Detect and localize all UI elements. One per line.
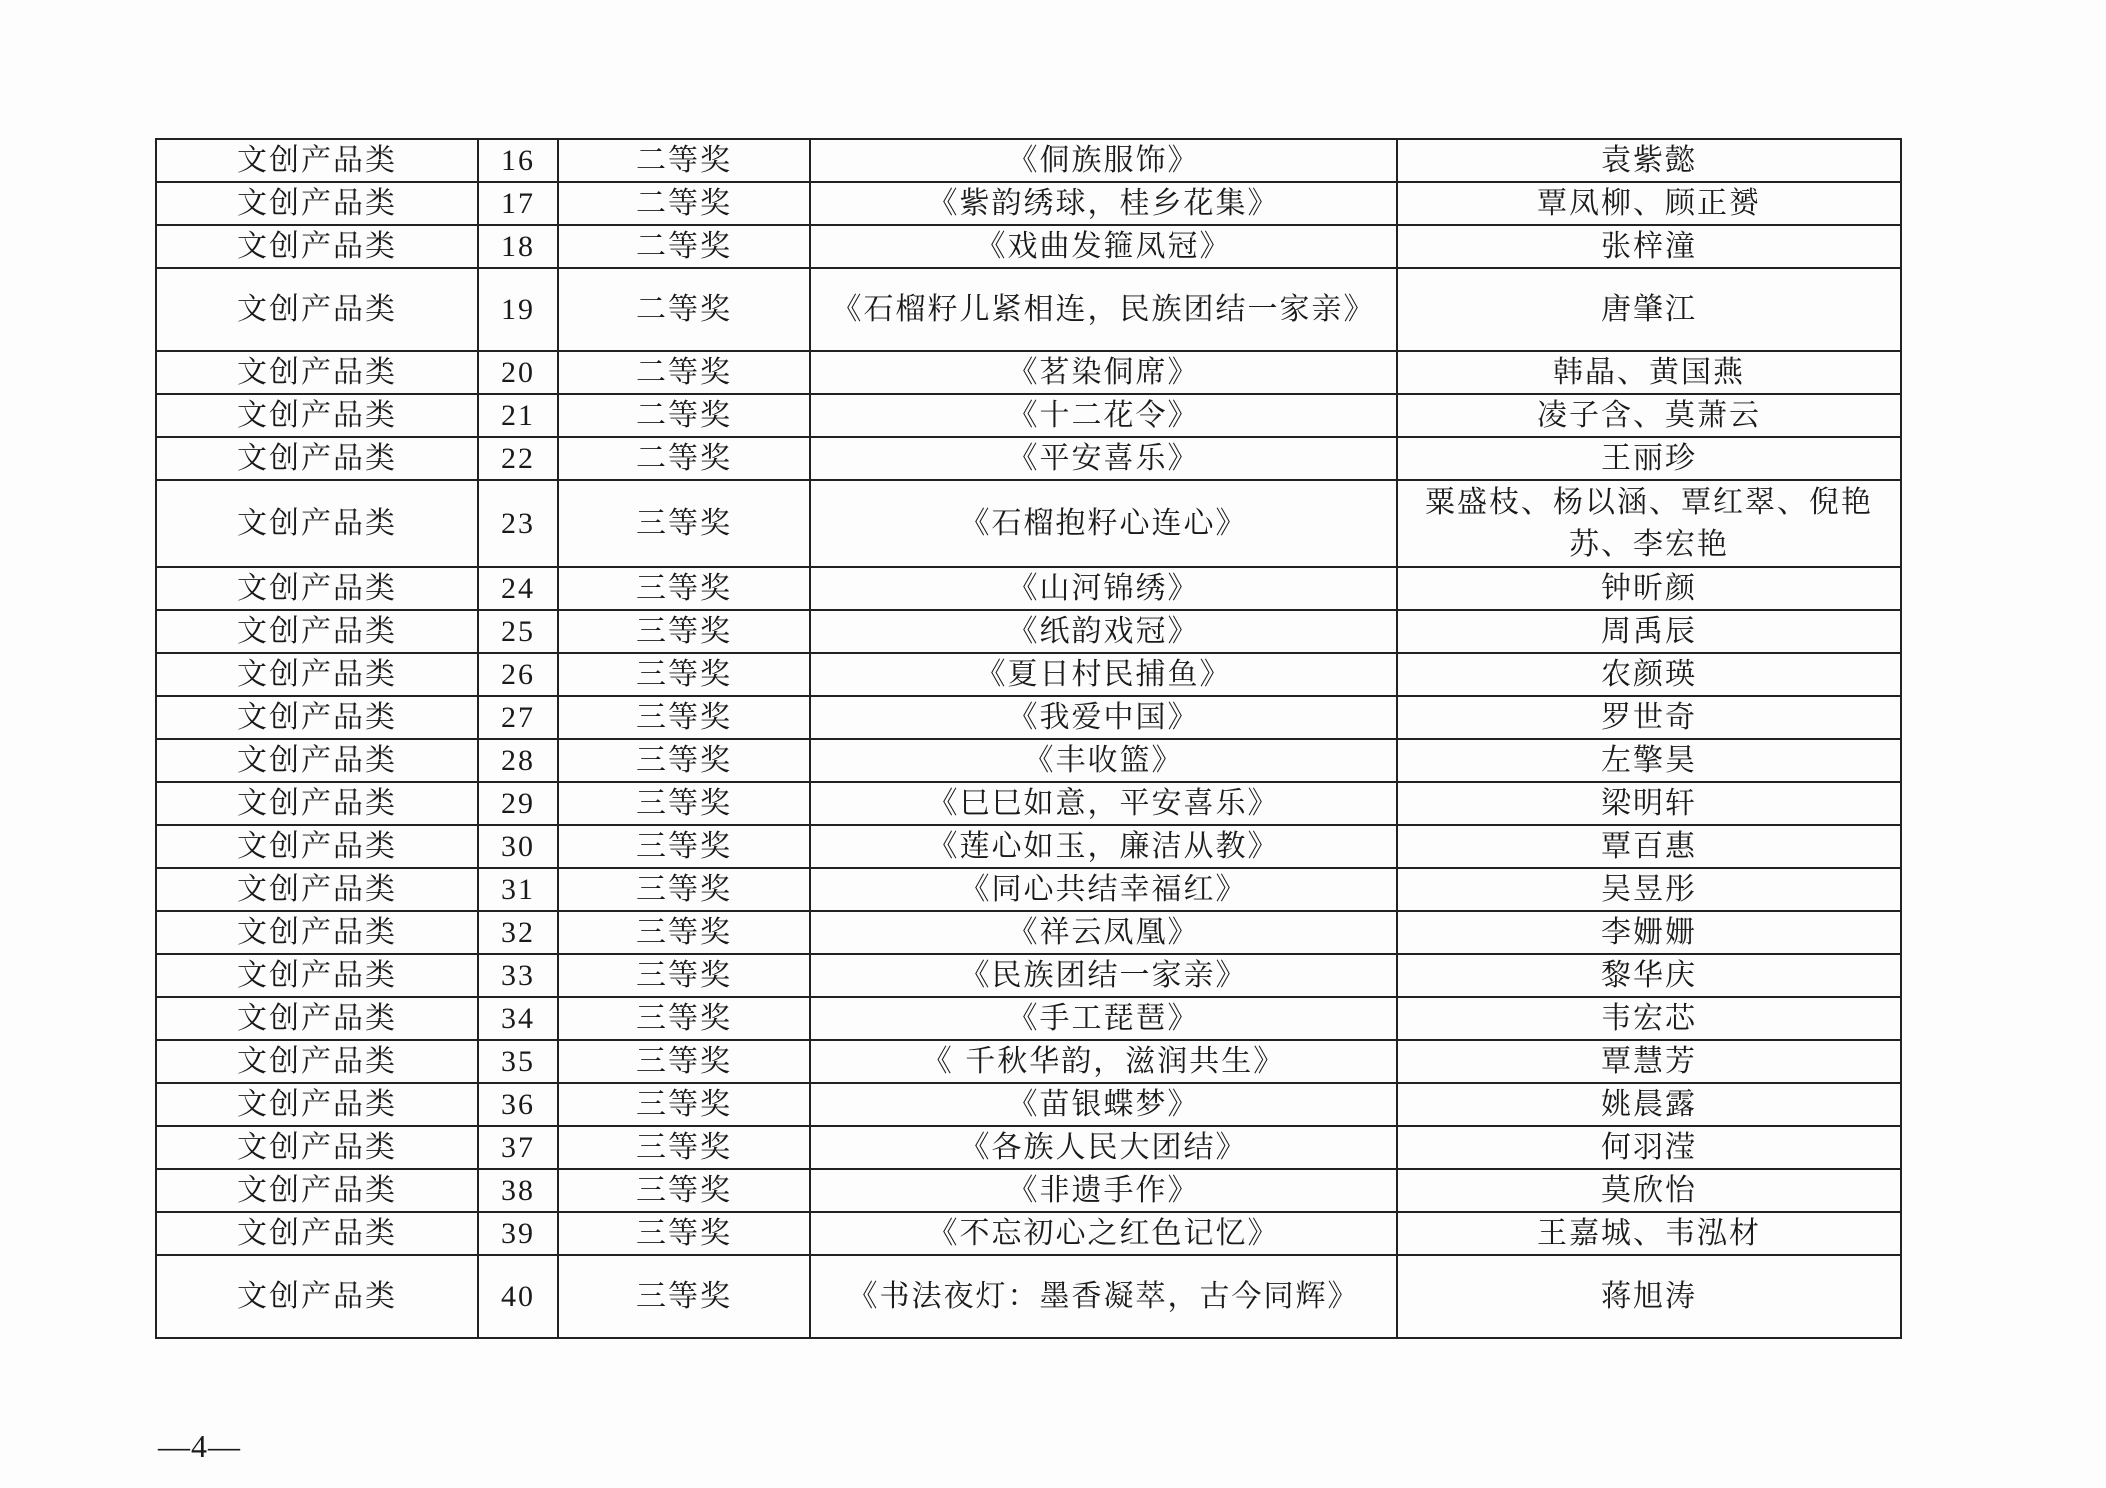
title-cell: 《民族团结一家亲》: [810, 954, 1397, 997]
table-row: [156, 1169, 1901, 1212]
table-row: [156, 139, 1901, 182]
table-row: [156, 1255, 1901, 1338]
author-cell: 何羽滢: [1397, 1126, 1901, 1169]
number-cell: 29: [478, 782, 558, 825]
category-cell: 文创产品类: [156, 868, 478, 911]
award-cell: 三等奖: [558, 1040, 810, 1083]
title-cell: 《山河锦绣》: [810, 567, 1397, 610]
table-row: [156, 351, 1901, 394]
number-cell: 40: [478, 1255, 558, 1338]
category-cell: 文创产品类: [156, 480, 478, 567]
awards-table: [155, 138, 1902, 1339]
author-cell: 钟昕颜: [1397, 567, 1901, 610]
title-cell: 《非遗手作》: [810, 1169, 1397, 1212]
award-cell: 三等奖: [558, 696, 810, 739]
category-cell: 文创产品类: [156, 997, 478, 1040]
number-cell: 22: [478, 437, 558, 480]
award-cell: 三等奖: [558, 954, 810, 997]
author-cell: 覃慧芳: [1397, 1040, 1901, 1083]
award-cell: 三等奖: [558, 1083, 810, 1126]
table-row: [156, 739, 1901, 782]
title-cell: 《茗染侗席》: [810, 351, 1397, 394]
table-row: [156, 225, 1901, 268]
author-cell: 王嘉城、韦泓材: [1397, 1212, 1901, 1255]
title-cell: 《侗族服饰》: [810, 139, 1397, 182]
number-cell: 32: [478, 911, 558, 954]
author-cell: 唐肇江: [1397, 268, 1901, 351]
author-cell: 粟盛枝、杨以涵、覃红翠、倪艳苏、李宏艳: [1397, 480, 1901, 567]
table-row: [156, 782, 1901, 825]
author-cell: 韩晶、黄国燕: [1397, 351, 1901, 394]
award-cell: 三等奖: [558, 997, 810, 1040]
award-cell: 二等奖: [558, 437, 810, 480]
number-cell: 37: [478, 1126, 558, 1169]
number-cell: 20: [478, 351, 558, 394]
table-row: [156, 182, 1901, 225]
category-cell: 文创产品类: [156, 911, 478, 954]
category-cell: 文创产品类: [156, 567, 478, 610]
category-cell: 文创产品类: [156, 825, 478, 868]
author-cell: 吴昱彤: [1397, 868, 1901, 911]
category-cell: 文创产品类: [156, 1169, 478, 1212]
award-cell: 三等奖: [558, 1126, 810, 1169]
title-cell: 《石榴籽儿紧相连，民族团结一家亲》: [810, 268, 1397, 351]
category-cell: 文创产品类: [156, 139, 478, 182]
award-cell: 三等奖: [558, 1212, 810, 1255]
table-row: [156, 653, 1901, 696]
category-cell: 文创产品类: [156, 1212, 478, 1255]
title-cell: 《巳巳如意，平安喜乐》: [810, 782, 1397, 825]
category-cell: 文创产品类: [156, 653, 478, 696]
category-cell: 文创产品类: [156, 394, 478, 437]
number-cell: 16: [478, 139, 558, 182]
table-row: [156, 480, 1901, 567]
category-cell: 文创产品类: [156, 1255, 478, 1338]
title-cell: 《 千秋华韵，滋润共生》: [810, 1040, 1397, 1083]
author-cell: 凌子含、莫萧云: [1397, 394, 1901, 437]
category-cell: 文创产品类: [156, 437, 478, 480]
award-cell: 三等奖: [558, 610, 810, 653]
table-row: [156, 437, 1901, 480]
table-row: [156, 567, 1901, 610]
author-cell: 梁明轩: [1397, 782, 1901, 825]
number-cell: 28: [478, 739, 558, 782]
category-cell: 文创产品类: [156, 1126, 478, 1169]
award-cell: 二等奖: [558, 225, 810, 268]
number-cell: 36: [478, 1083, 558, 1126]
title-cell: 《戏曲发箍凤冠》: [810, 225, 1397, 268]
category-cell: 文创产品类: [156, 351, 478, 394]
title-cell: 《苗银蝶梦》: [810, 1083, 1397, 1126]
award-cell: 三等奖: [558, 1169, 810, 1212]
number-cell: 21: [478, 394, 558, 437]
table-row: [156, 1083, 1901, 1126]
award-cell: 三等奖: [558, 653, 810, 696]
table-row: [156, 394, 1901, 437]
category-cell: 文创产品类: [156, 1040, 478, 1083]
number-cell: 27: [478, 696, 558, 739]
award-cell: 二等奖: [558, 351, 810, 394]
number-cell: 38: [478, 1169, 558, 1212]
title-cell: 《石榴抱籽心连心》: [810, 480, 1397, 567]
number-cell: 18: [478, 225, 558, 268]
title-cell: 《夏日村民捕鱼》: [810, 653, 1397, 696]
title-cell: 《不忘初心之红色记忆》: [810, 1212, 1397, 1255]
title-cell: 《我爱中国》: [810, 696, 1397, 739]
category-cell: 文创产品类: [156, 182, 478, 225]
title-cell: 《纸韵戏冠》: [810, 610, 1397, 653]
category-cell: 文创产品类: [156, 225, 478, 268]
award-cell: 二等奖: [558, 182, 810, 225]
number-cell: 24: [478, 567, 558, 610]
category-cell: 文创产品类: [156, 268, 478, 351]
title-cell: 《紫韵绣球，桂乡花集》: [810, 182, 1397, 225]
category-cell: 文创产品类: [156, 696, 478, 739]
title-cell: 《祥云凤凰》: [810, 911, 1397, 954]
author-cell: 覃凤柳、顾正赟: [1397, 182, 1901, 225]
award-cell: 二等奖: [558, 268, 810, 351]
table-row: [156, 868, 1901, 911]
author-cell: 罗世奇: [1397, 696, 1901, 739]
author-cell: 王丽珍: [1397, 437, 1901, 480]
title-cell: 《书法夜灯：墨香凝萃，古今同辉》: [810, 1255, 1397, 1338]
award-cell: 三等奖: [558, 739, 810, 782]
title-cell: 《丰收篮》: [810, 739, 1397, 782]
award-cell: 二等奖: [558, 139, 810, 182]
number-cell: 23: [478, 480, 558, 567]
author-cell: 农颜瑛: [1397, 653, 1901, 696]
number-cell: 19: [478, 268, 558, 351]
awards-table-body: [156, 139, 1901, 1338]
award-cell: 三等奖: [558, 782, 810, 825]
category-cell: 文创产品类: [156, 610, 478, 653]
award-cell: 三等奖: [558, 1255, 810, 1338]
author-cell: 左擎昊: [1397, 739, 1901, 782]
author-cell: 袁紫懿: [1397, 139, 1901, 182]
table-row: [156, 696, 1901, 739]
category-cell: 文创产品类: [156, 1083, 478, 1126]
table-row: [156, 825, 1901, 868]
author-cell: 覃百惠: [1397, 825, 1901, 868]
award-cell: 三等奖: [558, 911, 810, 954]
number-cell: 33: [478, 954, 558, 997]
number-cell: 35: [478, 1040, 558, 1083]
number-cell: 17: [478, 182, 558, 225]
award-cell: 三等奖: [558, 825, 810, 868]
title-cell: 《同心共结幸福红》: [810, 868, 1397, 911]
table-row: [156, 1126, 1901, 1169]
title-cell: 《莲心如玉，廉洁从教》: [810, 825, 1397, 868]
author-cell: 张梓潼: [1397, 225, 1901, 268]
author-cell: 蒋旭涛: [1397, 1255, 1901, 1338]
author-cell: 莫欣怡: [1397, 1169, 1901, 1212]
table-row: [156, 268, 1901, 351]
title-cell: 《手工琵琶》: [810, 997, 1397, 1040]
category-cell: 文创产品类: [156, 782, 478, 825]
number-cell: 31: [478, 868, 558, 911]
author-cell: 周禹辰: [1397, 610, 1901, 653]
category-cell: 文创产品类: [156, 739, 478, 782]
author-cell: 黎华庆: [1397, 954, 1901, 997]
table-row: [156, 997, 1901, 1040]
author-cell: 韦宏芯: [1397, 997, 1901, 1040]
award-cell: 三等奖: [558, 567, 810, 610]
table-row: [156, 911, 1901, 954]
number-cell: 34: [478, 997, 558, 1040]
award-cell: 三等奖: [558, 480, 810, 567]
title-cell: 《平安喜乐》: [810, 437, 1397, 480]
table-row: [156, 1040, 1901, 1083]
title-cell: 《十二花令》: [810, 394, 1397, 437]
table-row: [156, 1212, 1901, 1255]
title-cell: 《各族人民大团结》: [810, 1126, 1397, 1169]
author-cell: 姚晨露: [1397, 1083, 1901, 1126]
award-cell: 二等奖: [558, 394, 810, 437]
table-row: [156, 954, 1901, 997]
category-cell: 文创产品类: [156, 954, 478, 997]
award-cell: 三等奖: [558, 868, 810, 911]
number-cell: 26: [478, 653, 558, 696]
number-cell: 30: [478, 825, 558, 868]
author-cell: 李姗姗: [1397, 911, 1901, 954]
number-cell: 39: [478, 1212, 558, 1255]
table-row: [156, 610, 1901, 653]
number-cell: 25: [478, 610, 558, 653]
page-number: —4—: [158, 1428, 241, 1464]
